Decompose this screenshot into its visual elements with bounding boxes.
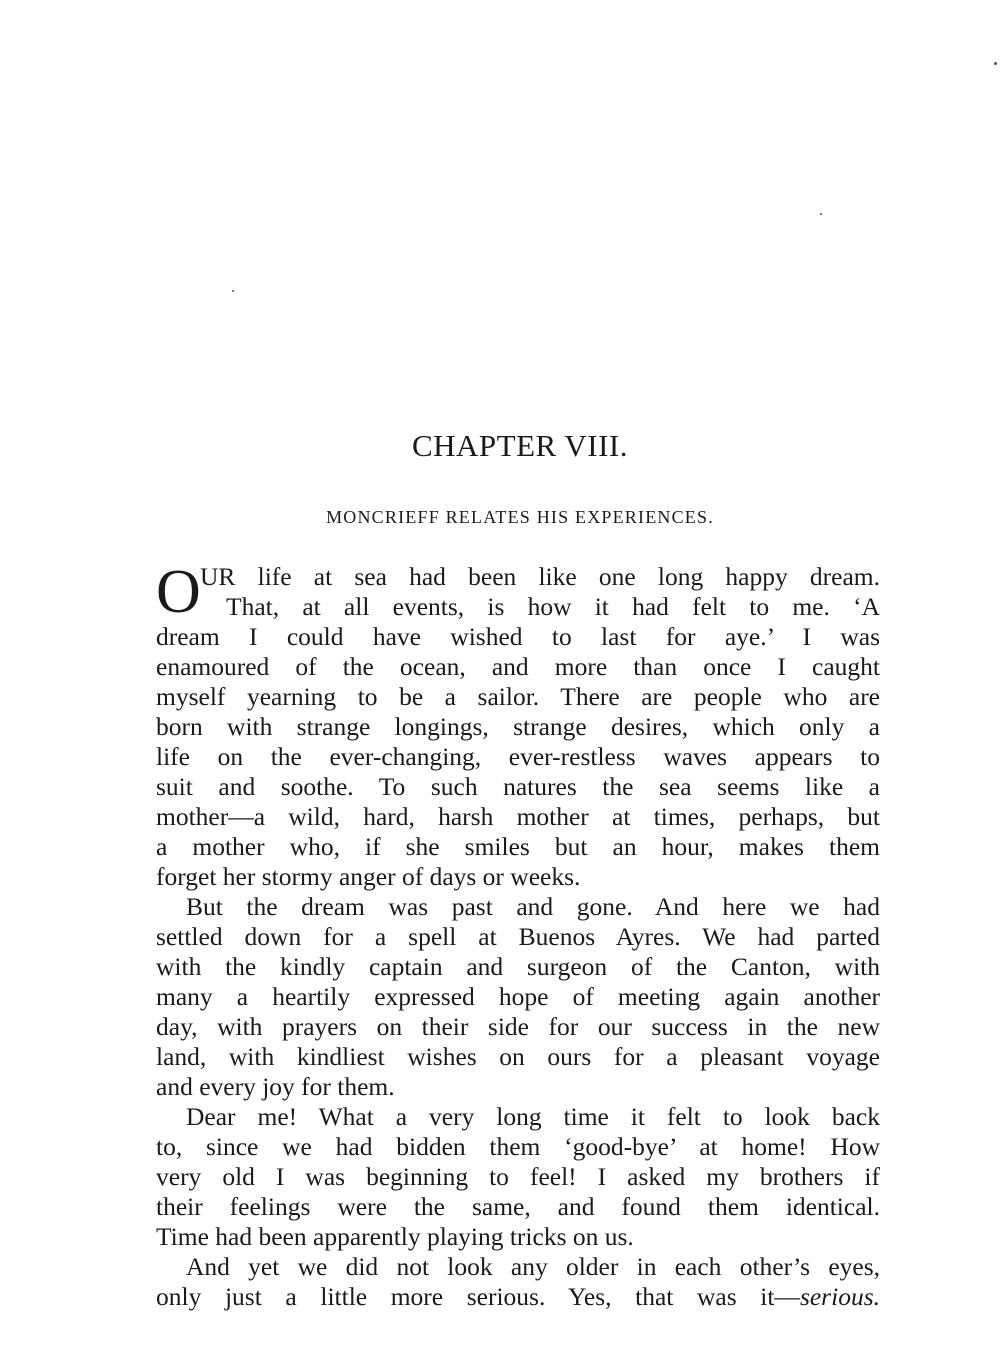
paragraph <box>156 1252 880 1312</box>
text-line <box>156 1282 880 1312</box>
text-line: mother—a wild, hard, harsh mother at times, perhaps, but <box>156 802 880 831</box>
paragraph <box>156 558 880 892</box>
scan-speck <box>232 290 234 292</box>
text-line: Dear me! What a very long time it felt to look back <box>186 1102 880 1131</box>
text-line: But the dream was past and gone. And here we had <box>186 892 880 921</box>
chapter-title: CHAPTER VIII. <box>411 428 629 463</box>
text-line: to, since we had bidden them ‘good-bye’ at home! How <box>156 1132 880 1161</box>
chapter-subtitle: MONCRIEFF RELATES HIS EXPERIENCES. <box>326 507 714 527</box>
text-line: life on the ever-changing, ever-restless waves appears to <box>156 742 880 771</box>
text-line: many a heartily expressed hope of meeting again another <box>156 982 880 1011</box>
paragraph <box>156 1102 880 1252</box>
text-line: suit and soothe. To such natures the sea seems like a <box>156 772 880 801</box>
scan-speck <box>994 62 997 65</box>
text-line: forget her stormy anger of days or weeks. <box>156 862 581 891</box>
text-line: land, with kindliest wishes on ours for a pleasant voyage <box>156 1042 880 1071</box>
scan-speck <box>820 213 822 215</box>
text-line: myself yearning to be a sailor. There are people who are <box>156 682 880 711</box>
text-line: And yet we did not look any older in each other’s eyes, <box>186 1252 880 1281</box>
text-line: enamoured of the ocean, and more than once I caught <box>156 652 880 681</box>
paragraph <box>156 892 880 1102</box>
text-line: a mother who, if she smiles but an hour, makes them <box>156 832 880 861</box>
text-line: That, at all events, is how it had felt to me. ‘A <box>226 592 880 621</box>
drop-cap: O <box>156 558 201 626</box>
body-text <box>156 558 880 1312</box>
text-line: with the kindly captain and surgeon of the Canton, with <box>156 952 880 981</box>
text-line: day, with prayers on their side for our success in the new <box>156 1012 880 1041</box>
text-line: Time had been apparently playing tricks on us. <box>156 1222 634 1251</box>
text-line: very old I was beginning to feel! I asked my brothers if <box>156 1162 880 1191</box>
text-line: born with strange longings, strange desires, which only a <box>156 712 880 741</box>
text-line: their feelings were the same, and found them identical. <box>156 1192 880 1221</box>
text-line-italic: serious. <box>799 1282 880 1311</box>
text-line: UR life at sea had been like one long happy dream. <box>200 562 880 591</box>
text-line-roman: only just a little more serious. Yes, that was it— <box>156 1282 800 1311</box>
text-line: and every joy for them. <box>156 1072 395 1101</box>
text-line: dream I could have wished to last for aye.’ I was <box>156 622 880 651</box>
text-line: settled down for a spell at Buenos Ayres. We had parted <box>156 922 880 951</box>
